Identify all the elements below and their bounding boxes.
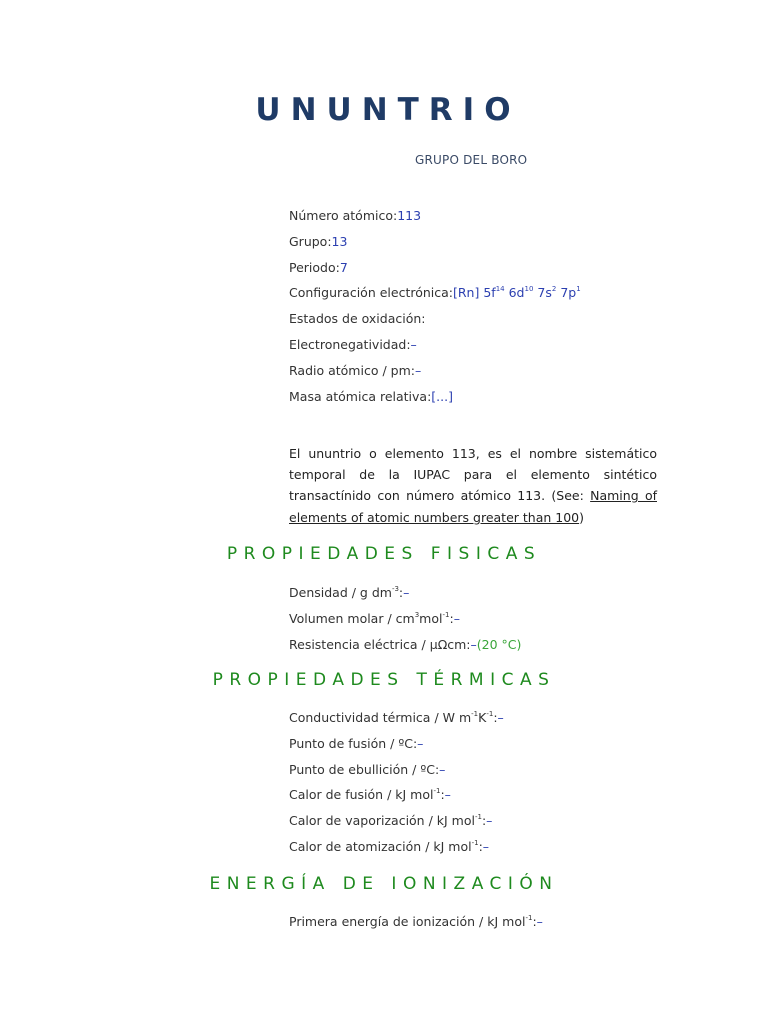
thermal-conductivity-mid: K <box>478 710 487 725</box>
density-colon: : <box>398 585 404 600</box>
page-title: UNUNTRIO <box>255 92 521 128</box>
thermal-conductivity-label: Conductividad térmica / W m <box>289 710 472 725</box>
first-ionization-label: Primera energía de ionización / kJ mol <box>289 914 526 929</box>
fusion-heat-value: – <box>444 787 451 803</box>
period-label: Periodo: <box>289 259 340 275</box>
vaporization-heat-value: – <box>486 813 493 829</box>
first-ionization-value: – <box>536 914 543 929</box>
config-core: [Rn] 5f <box>453 285 496 301</box>
molar-volume-sup2: -1 <box>442 610 450 619</box>
description-paragraph <box>289 443 657 528</box>
thermal-conductivity-value: – <box>497 710 504 725</box>
config-7p-sup: 1 <box>576 285 581 294</box>
naming-elements-link[interactable]: Naming of elements of atomic numbers greater than 100 <box>289 488 657 525</box>
density-value: – <box>403 585 410 600</box>
thermal-conductivity-colon: : <box>493 710 498 725</box>
vaporization-heat-sup: -1 <box>474 813 482 822</box>
first-ionization-sup: -1 <box>525 914 533 922</box>
molar-volume-value: – <box>453 610 460 626</box>
ionization-energy-heading: ENERGÍA DE IONIZACIÓN <box>209 874 559 894</box>
boiling-point-value: – <box>439 761 446 777</box>
vaporization-heat-colon: : <box>481 813 487 829</box>
electronegativity-value: – <box>410 336 417 352</box>
oxidation-label: Estados de oxidación: <box>289 311 426 327</box>
config-7p: 7p <box>556 285 577 301</box>
electronegativity-row <box>289 332 581 358</box>
melting-point-row <box>289 731 504 757</box>
thermal-conductivity-sup2: -1 <box>486 710 494 718</box>
electron-config-row <box>289 280 581 306</box>
molar-volume-sup1: 3 <box>414 610 420 619</box>
period-value: 7 <box>339 259 348 275</box>
molar-volume-label: Volumen molar / cm <box>289 610 415 626</box>
fusion-heat-row <box>289 782 504 808</box>
group-label: Grupo: <box>289 233 332 249</box>
melting-point-label: Punto de fusión / ºC: <box>289 735 418 751</box>
general-properties <box>289 203 581 409</box>
density-row <box>289 580 521 606</box>
thermal-conductivity-sup1: -1 <box>471 710 479 718</box>
vaporization-heat-row <box>289 808 504 834</box>
atomization-heat-value: – <box>482 838 490 854</box>
ionization-properties <box>289 909 543 935</box>
molar-volume-row <box>289 606 521 632</box>
first-ionization-row <box>289 909 543 935</box>
atomization-heat-row <box>289 834 504 860</box>
atomic-radius-row <box>289 358 581 384</box>
electronegativity-label: Electronegatividad: <box>289 336 411 352</box>
resistivity-note: (20 °C) <box>476 636 522 652</box>
page-subtitle: GRUPO DEL BORO <box>415 153 528 167</box>
thermal-properties-heading: PROPIEDADES TÉRMICAS <box>212 670 556 690</box>
atomic-number-row <box>289 203 581 229</box>
fusion-heat-colon: : <box>440 787 445 803</box>
description-closing: ) <box>579 509 585 525</box>
atomic-number-label: Número atómico: <box>289 208 398 223</box>
atomization-heat-colon: : <box>478 838 483 854</box>
melting-point-value: – <box>417 735 424 751</box>
period-row <box>289 255 581 281</box>
vaporization-heat-label: Calor de vaporización / kJ mol <box>289 813 475 829</box>
physical-properties-heading: PROPIEDADES FISICAS <box>226 544 542 564</box>
molar-volume-colon: : <box>449 610 454 626</box>
atomic-mass-row <box>289 384 581 410</box>
physical-properties <box>289 580 521 657</box>
molar-volume-mid: mol <box>419 610 443 626</box>
first-ionization-colon: : <box>532 914 537 929</box>
boiling-point-row <box>289 757 504 783</box>
resistivity-row <box>289 632 521 658</box>
config-7s-sup: 2 <box>551 285 557 294</box>
atomic-mass-value: [...] <box>431 388 453 404</box>
boiling-point-label: Punto de ebullición / ºC: <box>289 761 440 777</box>
thermal-properties <box>289 705 504 860</box>
config-7s: 7s <box>533 285 552 301</box>
thermal-conductivity-row <box>289 705 504 731</box>
fusion-heat-sup: -1 <box>433 787 441 796</box>
atomic-radius-label: Radio atómico / pm: <box>289 362 415 378</box>
fusion-heat-label: Calor de fusión / kJ mol <box>289 787 434 803</box>
oxidation-row <box>289 306 581 332</box>
group-row <box>289 229 581 255</box>
description-text: El ununtrio o elemento 113, es el nombre sistemático temporal de la IUPAC para el elemento sintético transactínido con número atómico 113. (See: <box>289 446 657 504</box>
atomic-number-value: 113 <box>397 208 422 223</box>
atomization-heat-label: Calor de atomización / kJ mol <box>289 838 472 854</box>
config-6d: 6d <box>504 285 525 301</box>
resistivity-label: Resistencia eléctrica / µΩcm: <box>289 636 471 652</box>
atomic-mass-label: Masa atómica relativa: <box>289 388 432 404</box>
group-value: 13 <box>331 233 348 249</box>
resistivity-value: – <box>470 636 477 652</box>
atomization-heat-sup: -1 <box>471 838 479 847</box>
config-5f-sup: 14 <box>495 285 505 294</box>
density-label: Densidad / g dm <box>289 585 392 600</box>
atomic-radius-value: – <box>414 362 422 378</box>
electron-config-label: Configuración electrónica: <box>289 285 453 301</box>
density-sup: -3 <box>391 585 399 593</box>
electron-config-value <box>453 285 581 300</box>
config-6d-sup: 10 <box>524 285 534 294</box>
